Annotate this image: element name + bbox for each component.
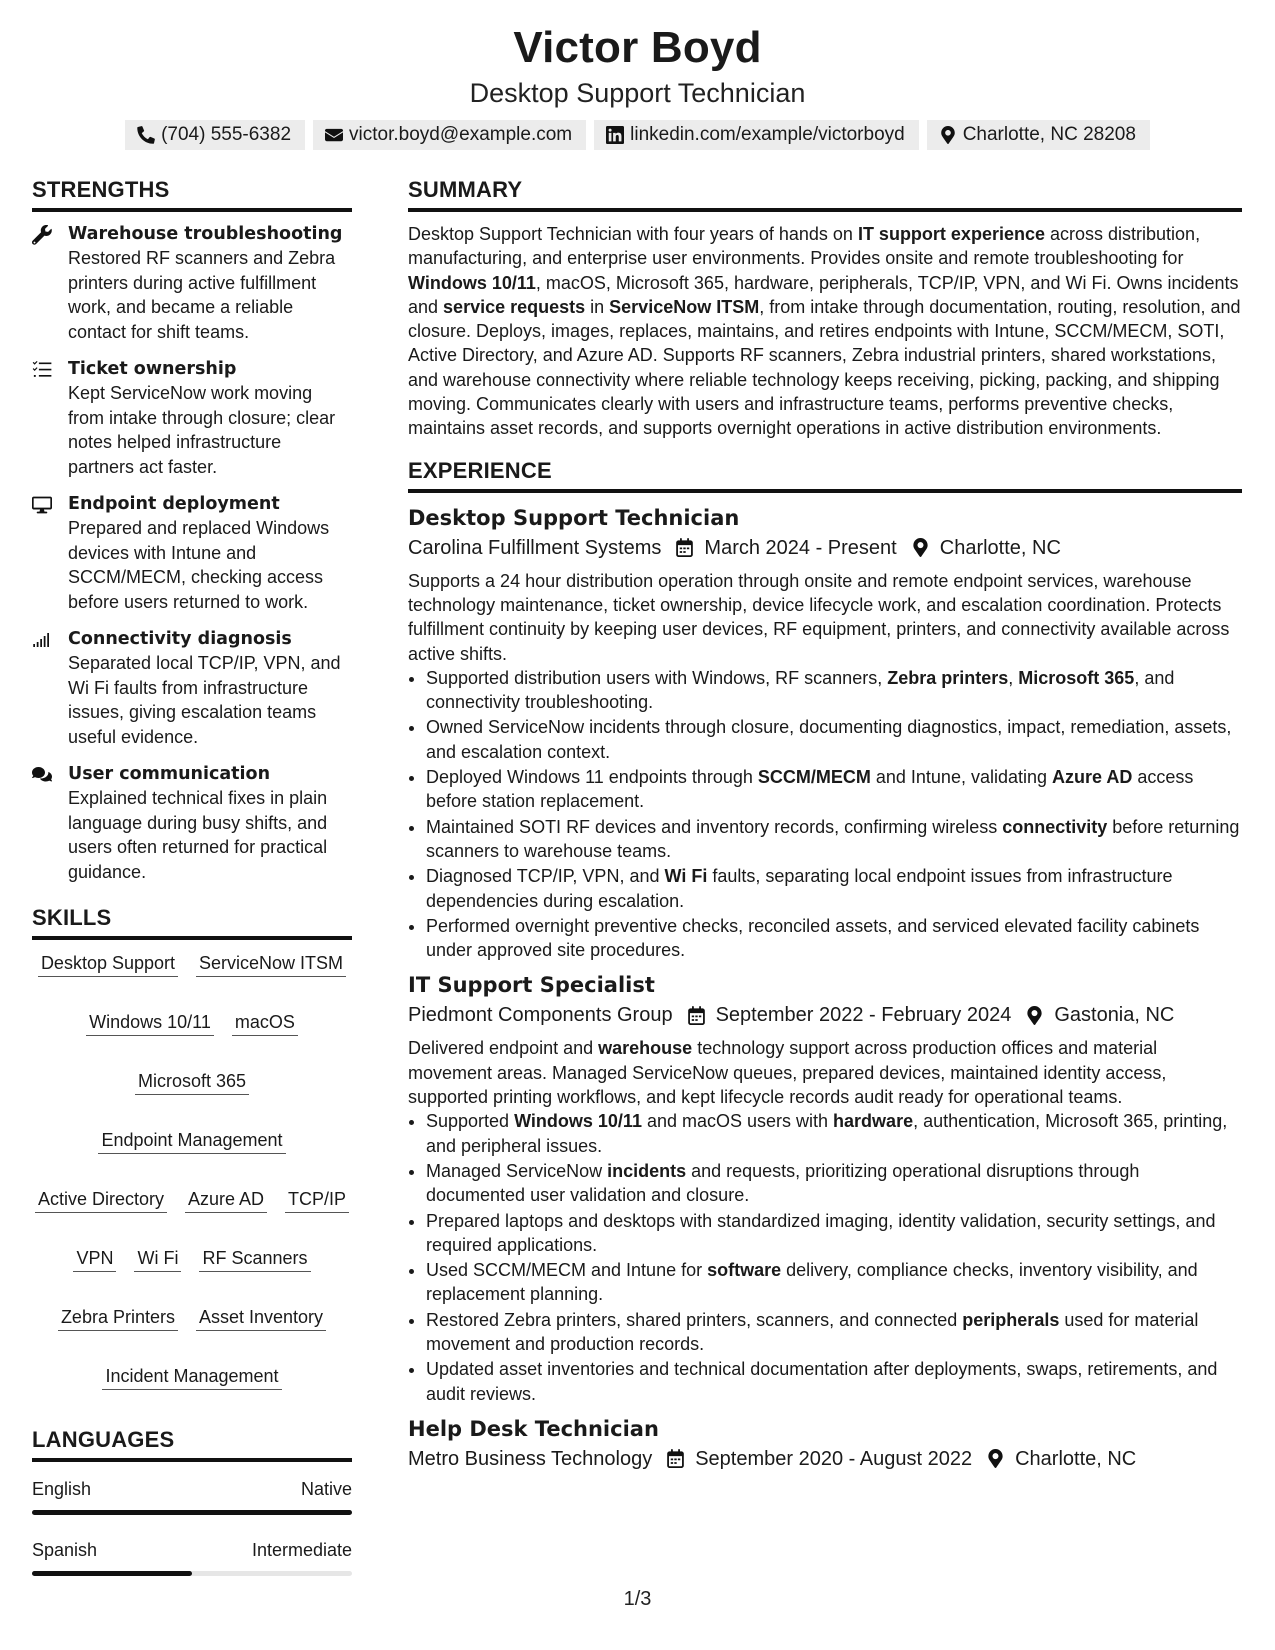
language-item (32, 1537, 352, 1576)
skill-tag: Asset Inventory (196, 1304, 326, 1331)
languages-heading: LANGUAGES (32, 1426, 352, 1462)
bullet-item: • Updated asset inventories and technical documentation after deployments, swaps, retirements, and audit reviews. (426, 1357, 1242, 1406)
skill-tag: Azure AD (185, 1186, 267, 1213)
proficiency-fill (32, 1571, 192, 1576)
strength-title: Connectivity diagnosis (68, 629, 292, 649)
contact-bar (0, 120, 1275, 150)
summary-text: Desktop Support Technician with four years of hands on IT support experience across distribution, manufacturing, and enterprise user environments. Provides onsite and remote troubleshooting for Windows 10/11, macOS, Microsoft 365, hardware, peripherals, TCP/IP, VPN, and Wi Fi. Owns incidents and service requests in ServiceNow ITSM, from intake through documentation, routing, resolution, and closure. Deploys, images, replaces, maintains, and retires endpoints with Intune, SCCM/MECM, SOTI, Active Directory, and Azure AD. Supports RF scanners, Zebra industrial printers, shared workstations, and warehouse connectivity where reliable technology keeps receiving, picking, packing, and shipping moving. Communicates clearly with users and infrastructure teams, performs preventive checks, maintains asset records, and supports overnight operations in active distribution environments. (408, 224, 1241, 439)
skills-list (32, 950, 352, 1420)
strength-title: Endpoint deployment (68, 494, 280, 514)
job-dates: September 2020 - August 2022 (695, 1447, 973, 1470)
strength-title: User communication (68, 764, 271, 784)
bullet-item: • Prepared laptops and desktops with standardized imaging, identity validation, security settings, and required applications. (426, 1209, 1242, 1258)
job-dates: March 2024 - Present (704, 536, 897, 559)
right-column (408, 176, 1242, 1482)
job-bullets (408, 1109, 1242, 1406)
skill-tag: Active Directory (35, 1186, 167, 1213)
job-entry (408, 503, 1242, 963)
strength-desc: Prepared and replaced Windows devices with Intune and SCCM/MECM, checking access before users returned to work. (68, 518, 330, 612)
candidate-title: Desktop Support Technician (469, 78, 806, 108)
job-title: Desktop Support Technician (408, 505, 740, 530)
bullet-item: • Used SCCM/MECM and Intune for software delivery, compliance checks, inventory visibility, and replacement planning. (426, 1258, 1242, 1307)
strength-item (32, 357, 352, 479)
summary-heading: SUMMARY (408, 176, 1242, 212)
list-check-icon (32, 360, 52, 380)
bullet-item: • Managed ServiceNow incidents and requests, prioritizing operational disruptions through documented user validation and closure. (426, 1159, 1242, 1208)
left-column (32, 176, 352, 1598)
skill-tag: Microsoft 365 (135, 1068, 249, 1095)
strength-title: Warehouse troubleshooting (68, 224, 343, 244)
strength-desc: Separated local TCP/IP, VPN, and Wi Fi faults from infrastructure issues, giving escalation teams useful evidence. (68, 653, 341, 747)
map-marker-icon (911, 538, 930, 557)
page-number: 1/3 (623, 1588, 652, 1610)
strength-item (32, 222, 352, 344)
language-proficiency-bar (32, 1571, 352, 1576)
strength-item (32, 492, 352, 614)
job-meta (408, 1444, 1242, 1474)
envelope-icon (325, 126, 343, 144)
linkedin-text: linkedin.com/example/victorboyd (630, 124, 905, 145)
skill-tag: ServiceNow ITSM (196, 950, 346, 977)
resume-header (0, 20, 1275, 150)
language-name: English (32, 1479, 92, 1499)
job-description: Supports a 24 hour distribution operation through onsite and remote endpoint services, warehouse technology maintenance, ticket ownership, device lifecycle work, and escalation coordination. Protects fulfillment continuity by keeping user devices, RF equipment, printers, and connectivity available across active shifts. (408, 570, 1230, 664)
skill-tag: Zebra Printers (58, 1304, 178, 1331)
skill-tag: macOS (232, 1009, 298, 1036)
candidate-name: Victor Boyd (513, 23, 762, 72)
map-marker-icon (1025, 1006, 1044, 1025)
bullet-item: • Supported distribution users with Windows, RF scanners, Zebra printers, Microsoft 365, and connectivity troubleshooting. (426, 666, 1242, 715)
linkedin-icon (606, 126, 624, 144)
skill-tag: Wi Fi (134, 1245, 181, 1272)
map-marker-icon (986, 1449, 1005, 1468)
skill-tag: Incident Management (102, 1363, 281, 1390)
contact-phone[interactable] (125, 120, 305, 150)
contact-linkedin[interactable] (594, 120, 919, 150)
proficiency-fill (32, 1510, 352, 1515)
phone-text: (704) 555-6382 (161, 124, 292, 145)
comments-icon (32, 765, 52, 785)
job-meta (408, 533, 1242, 563)
desktop-icon (32, 495, 52, 515)
strength-title: Ticket ownership (68, 359, 237, 379)
strength-item (32, 762, 352, 884)
calendar-icon (675, 538, 694, 557)
bullet-item: • Diagnosed TCP/IP, VPN, and Wi Fi faults, separating local endpoint issues from infrastructure dependencies during escalation. (426, 864, 1242, 913)
language-level: Native (300, 1479, 352, 1499)
skill-tag: RF Scanners (199, 1245, 310, 1272)
bullet-item: • Deployed Windows 11 endpoints through SCCM/MECM and Intune, validating Azure AD access before station replacement. (426, 765, 1242, 814)
language-name: Spanish (32, 1540, 98, 1560)
language-item (32, 1476, 352, 1515)
company-name: Carolina Fulfillment Systems (408, 536, 662, 559)
language-level: Intermediate (251, 1540, 352, 1560)
strengths-heading: STRENGTHS (32, 176, 352, 212)
strength-desc: Restored RF scanners and Zebra printers during active fulfillment work, and became a reliable contact for shift teams. (68, 248, 336, 342)
experience-heading: EXPERIENCE (408, 457, 1242, 493)
job-location: Gastonia, NC (1054, 1004, 1175, 1027)
skill-tag: Windows 10/11 (86, 1009, 214, 1036)
language-proficiency-bar (32, 1510, 352, 1515)
job-entry (408, 1414, 1242, 1474)
strength-desc: Explained technical fixes in plain language during busy shifts, and users often returned for practical guidance. (68, 788, 328, 882)
strength-desc: Kept ServiceNow work moving from intake through closure; clear notes helped infrastructure partners act faster. (68, 383, 336, 477)
skill-tag: VPN (73, 1245, 116, 1272)
skill-tag: TCP/IP (285, 1186, 349, 1213)
location-text: Charlotte, NC 28208 (962, 124, 1136, 145)
job-location: Charlotte, NC (1015, 1447, 1137, 1470)
job-title: Help Desk Technician (408, 1416, 659, 1441)
company-name: Metro Business Technology (408, 1447, 653, 1470)
job-dates: September 2022 - February 2024 (715, 1004, 1012, 1027)
skills-heading: SKILLS (32, 904, 352, 940)
bullet-item: • Supported Windows 10/11 and macOS users with hardware, authentication, Microsoft 365, printing, and peripheral issues. (426, 1109, 1242, 1158)
bullet-item: • Performed overnight preventive checks, reconciled assets, and serviced elevated facility cabinets under approved site procedures. (426, 914, 1242, 963)
map-marker-icon (939, 126, 957, 144)
signal-icon (32, 630, 52, 650)
calendar-icon (687, 1006, 706, 1025)
contact-email[interactable] (313, 120, 586, 150)
email-text: victor.boyd@example.com (349, 124, 573, 145)
bullet-item: • Owned ServiceNow incidents through closure, documenting diagnostics, impact, remediation, assets, and escalation context. (426, 715, 1242, 764)
calendar-icon (666, 1449, 685, 1468)
job-location: Charlotte, NC (939, 536, 1061, 559)
strength-item (32, 627, 352, 749)
phone-icon (137, 126, 155, 144)
contact-location[interactable] (927, 120, 1150, 150)
bullet-item: • Maintained SOTI RF devices and inventory records, confirming wireless connectivity before returning scanners to warehouse teams. (426, 815, 1242, 864)
skill-tag: Desktop Support (38, 950, 178, 977)
job-bullets (408, 666, 1242, 963)
bullet-item: • Restored Zebra printers, shared printers, scanners, and connected peripherals used for material movement and production records. (426, 1308, 1242, 1357)
job-title: IT Support Specialist (408, 973, 655, 998)
company-name: Piedmont Components Group (408, 1004, 673, 1027)
job-description: Delivered endpoint and warehouse technology support across production offices and material movement areas. Managed ServiceNow queues, prepared devices, maintained identity access, supported printing workflows, and kept lifecycle records audit ready for operational teams. (408, 1038, 1167, 1108)
wrench-icon (32, 225, 52, 245)
job-meta (408, 1000, 1242, 1030)
job-entry (408, 970, 1242, 1405)
skill-tag: Endpoint Management (98, 1127, 285, 1154)
